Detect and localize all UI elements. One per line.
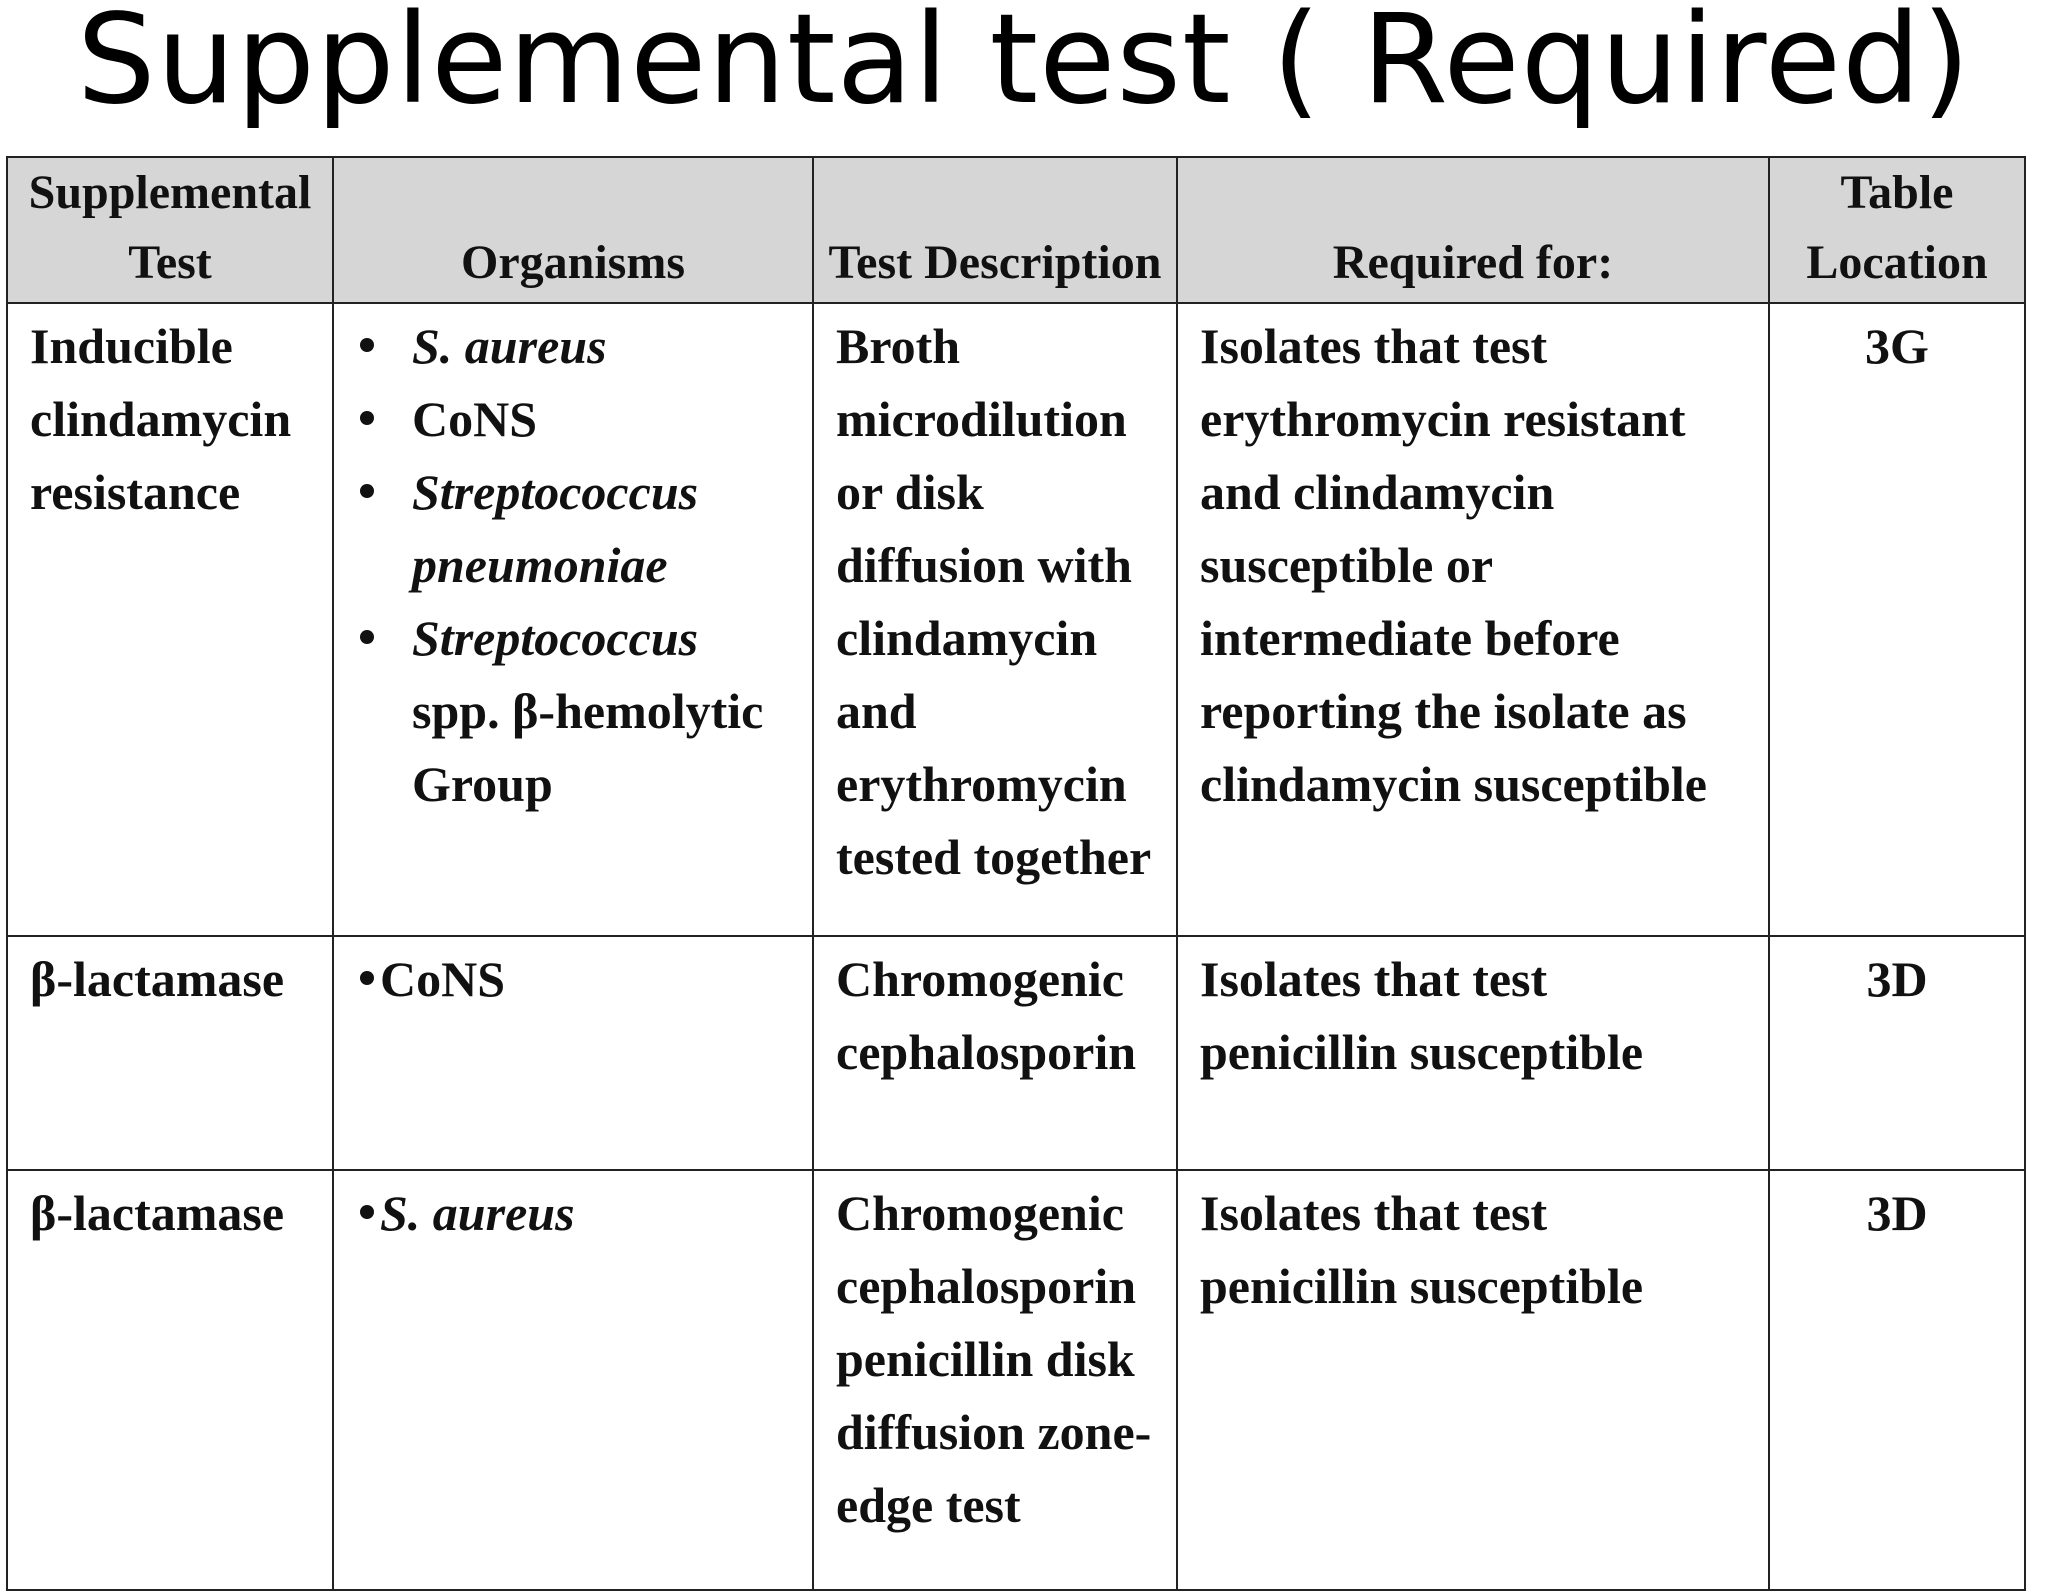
cell-organisms bbox=[333, 1170, 813, 1590]
organism-item: CoNS bbox=[356, 943, 792, 1016]
organism-list bbox=[356, 310, 792, 821]
supplemental-tests-table bbox=[6, 156, 2026, 1591]
table-row bbox=[7, 303, 2025, 936]
cell-description: Broth microdilution or disk diffusion with clindamycin and erythromycin tested together bbox=[813, 303, 1177, 936]
bullet-icon bbox=[360, 630, 374, 644]
header-supplemental-test: Supplemental Test bbox=[7, 157, 333, 303]
cell-test: β-lactamase bbox=[7, 936, 333, 1170]
bullet-icon bbox=[360, 338, 374, 352]
header-table-location: Table Location bbox=[1769, 157, 2025, 303]
header-test-description: Test Description bbox=[813, 157, 1177, 303]
cell-location: 3D bbox=[1769, 936, 2025, 1170]
header-required-for: Required for: bbox=[1177, 157, 1769, 303]
slide-title: Supplemental test ( Required) bbox=[76, 0, 1972, 132]
bullet-icon bbox=[360, 971, 374, 985]
cell-location: 3G bbox=[1769, 303, 2025, 936]
organism-list bbox=[356, 1177, 792, 1250]
header-organisms: Organisms bbox=[333, 157, 813, 303]
bullet-icon bbox=[360, 484, 374, 498]
cell-location: 3D bbox=[1769, 1170, 2025, 1590]
cell-description: Chromogenic cephalosporin penicillin disk diffusion zone-edge test bbox=[813, 1170, 1177, 1590]
bullet-icon bbox=[360, 411, 374, 425]
organism-item: Streptococcus spp. β-hemolytic Group bbox=[356, 602, 792, 821]
cell-test: Inducible clindamycin resistance bbox=[7, 303, 333, 936]
bullet-icon bbox=[360, 1205, 374, 1219]
cell-required-for: Isolates that test penicillin susceptible bbox=[1177, 1170, 1769, 1590]
organism-item: Streptococcus pneumoniae bbox=[356, 456, 792, 602]
table-container bbox=[6, 156, 2024, 1533]
header-row bbox=[7, 157, 2025, 303]
cell-required-for: Isolates that test erythromycin resistant and clindamycin susceptible or intermediate before reporting the isolate as clindamycin susceptible bbox=[1177, 303, 1769, 936]
organism-list bbox=[356, 943, 792, 1016]
cell-test: β-lactamase bbox=[7, 1170, 333, 1590]
cell-required-for: Isolates that test penicillin susceptible bbox=[1177, 936, 1769, 1170]
organism-item: CoNS bbox=[356, 383, 792, 456]
organism-item: S. aureus bbox=[356, 310, 792, 383]
cell-description: Chromogenic cephalosporin bbox=[813, 936, 1177, 1170]
organism-item: S. aureus bbox=[356, 1177, 792, 1250]
cell-organisms bbox=[333, 303, 813, 936]
table-row bbox=[7, 936, 2025, 1170]
table-row bbox=[7, 1170, 2025, 1590]
cell-organisms bbox=[333, 936, 813, 1170]
